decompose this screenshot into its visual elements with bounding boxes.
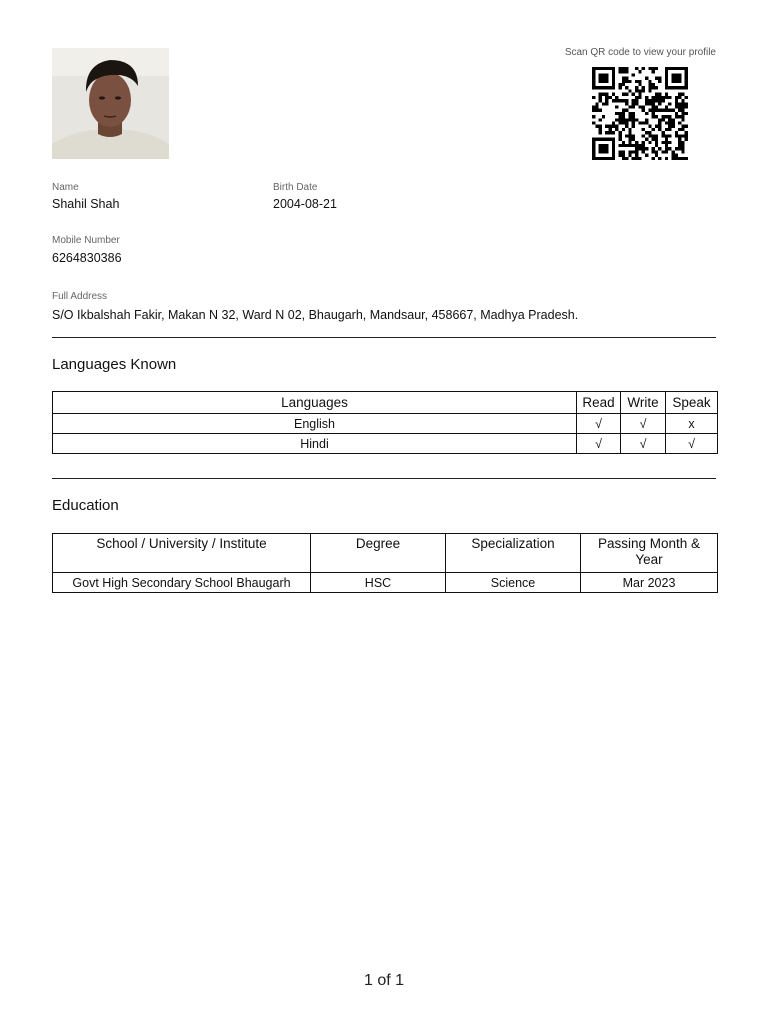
address-value: S/O Ikbalshah Fakir, Makan N 32, Ward N 02, Bhaugarh, Mandsaur, 458667, Madhya Pradesh.	[52, 308, 579, 322]
specialization-cell: Science	[446, 573, 581, 593]
qr-caption: Scan QR code to view your profile	[564, 47, 716, 58]
table-row	[53, 414, 718, 434]
qr-code	[592, 67, 688, 160]
degree-cell: HSC	[311, 573, 446, 593]
read-cell: √	[577, 434, 621, 454]
header-write: Write	[621, 392, 666, 414]
divider	[52, 478, 716, 479]
profile-document	[52, 0, 716, 1024]
read-cell: √	[577, 414, 621, 434]
name-label: Name	[52, 182, 79, 193]
name-value: Shahil Shah	[52, 197, 120, 211]
mobile-value: 6264830386	[52, 251, 122, 265]
speak-cell: x	[666, 414, 718, 434]
education-table	[52, 533, 718, 593]
header-passing-date: Passing Month & Year	[581, 534, 718, 573]
mobile-label: Mobile Number	[52, 235, 120, 246]
languages-title: Languages Known	[52, 356, 177, 373]
header-languages: Languages	[53, 392, 577, 414]
education-header-row	[53, 534, 718, 573]
speak-cell: √	[666, 434, 718, 454]
header-read: Read	[577, 392, 621, 414]
institute-cell: Govt High Secondary School Bhaugarh	[53, 573, 311, 593]
header-speak: Speak	[666, 392, 718, 414]
write-cell: √	[621, 434, 666, 454]
birth-date-value: 2004-08-21	[273, 197, 337, 211]
header-degree: Degree	[311, 534, 446, 573]
address-label: Full Address	[52, 291, 108, 302]
languages-table	[52, 391, 718, 454]
table-row	[53, 434, 718, 454]
language-cell: Hindi	[53, 434, 577, 454]
write-cell: √	[621, 414, 666, 434]
profile-photo	[52, 48, 169, 159]
page-counter: 1 of 1	[363, 972, 405, 989]
birth-date-label: Birth Date	[273, 182, 318, 193]
education-title: Education	[52, 497, 119, 514]
passing-date-cell: Mar 2023	[581, 573, 718, 593]
header-institute: School / University / Institute	[53, 534, 311, 573]
header-specialization: Specialization	[446, 534, 581, 573]
languages-header-row	[53, 392, 718, 414]
language-cell: English	[53, 414, 577, 434]
table-row	[53, 573, 718, 593]
divider	[52, 337, 716, 338]
